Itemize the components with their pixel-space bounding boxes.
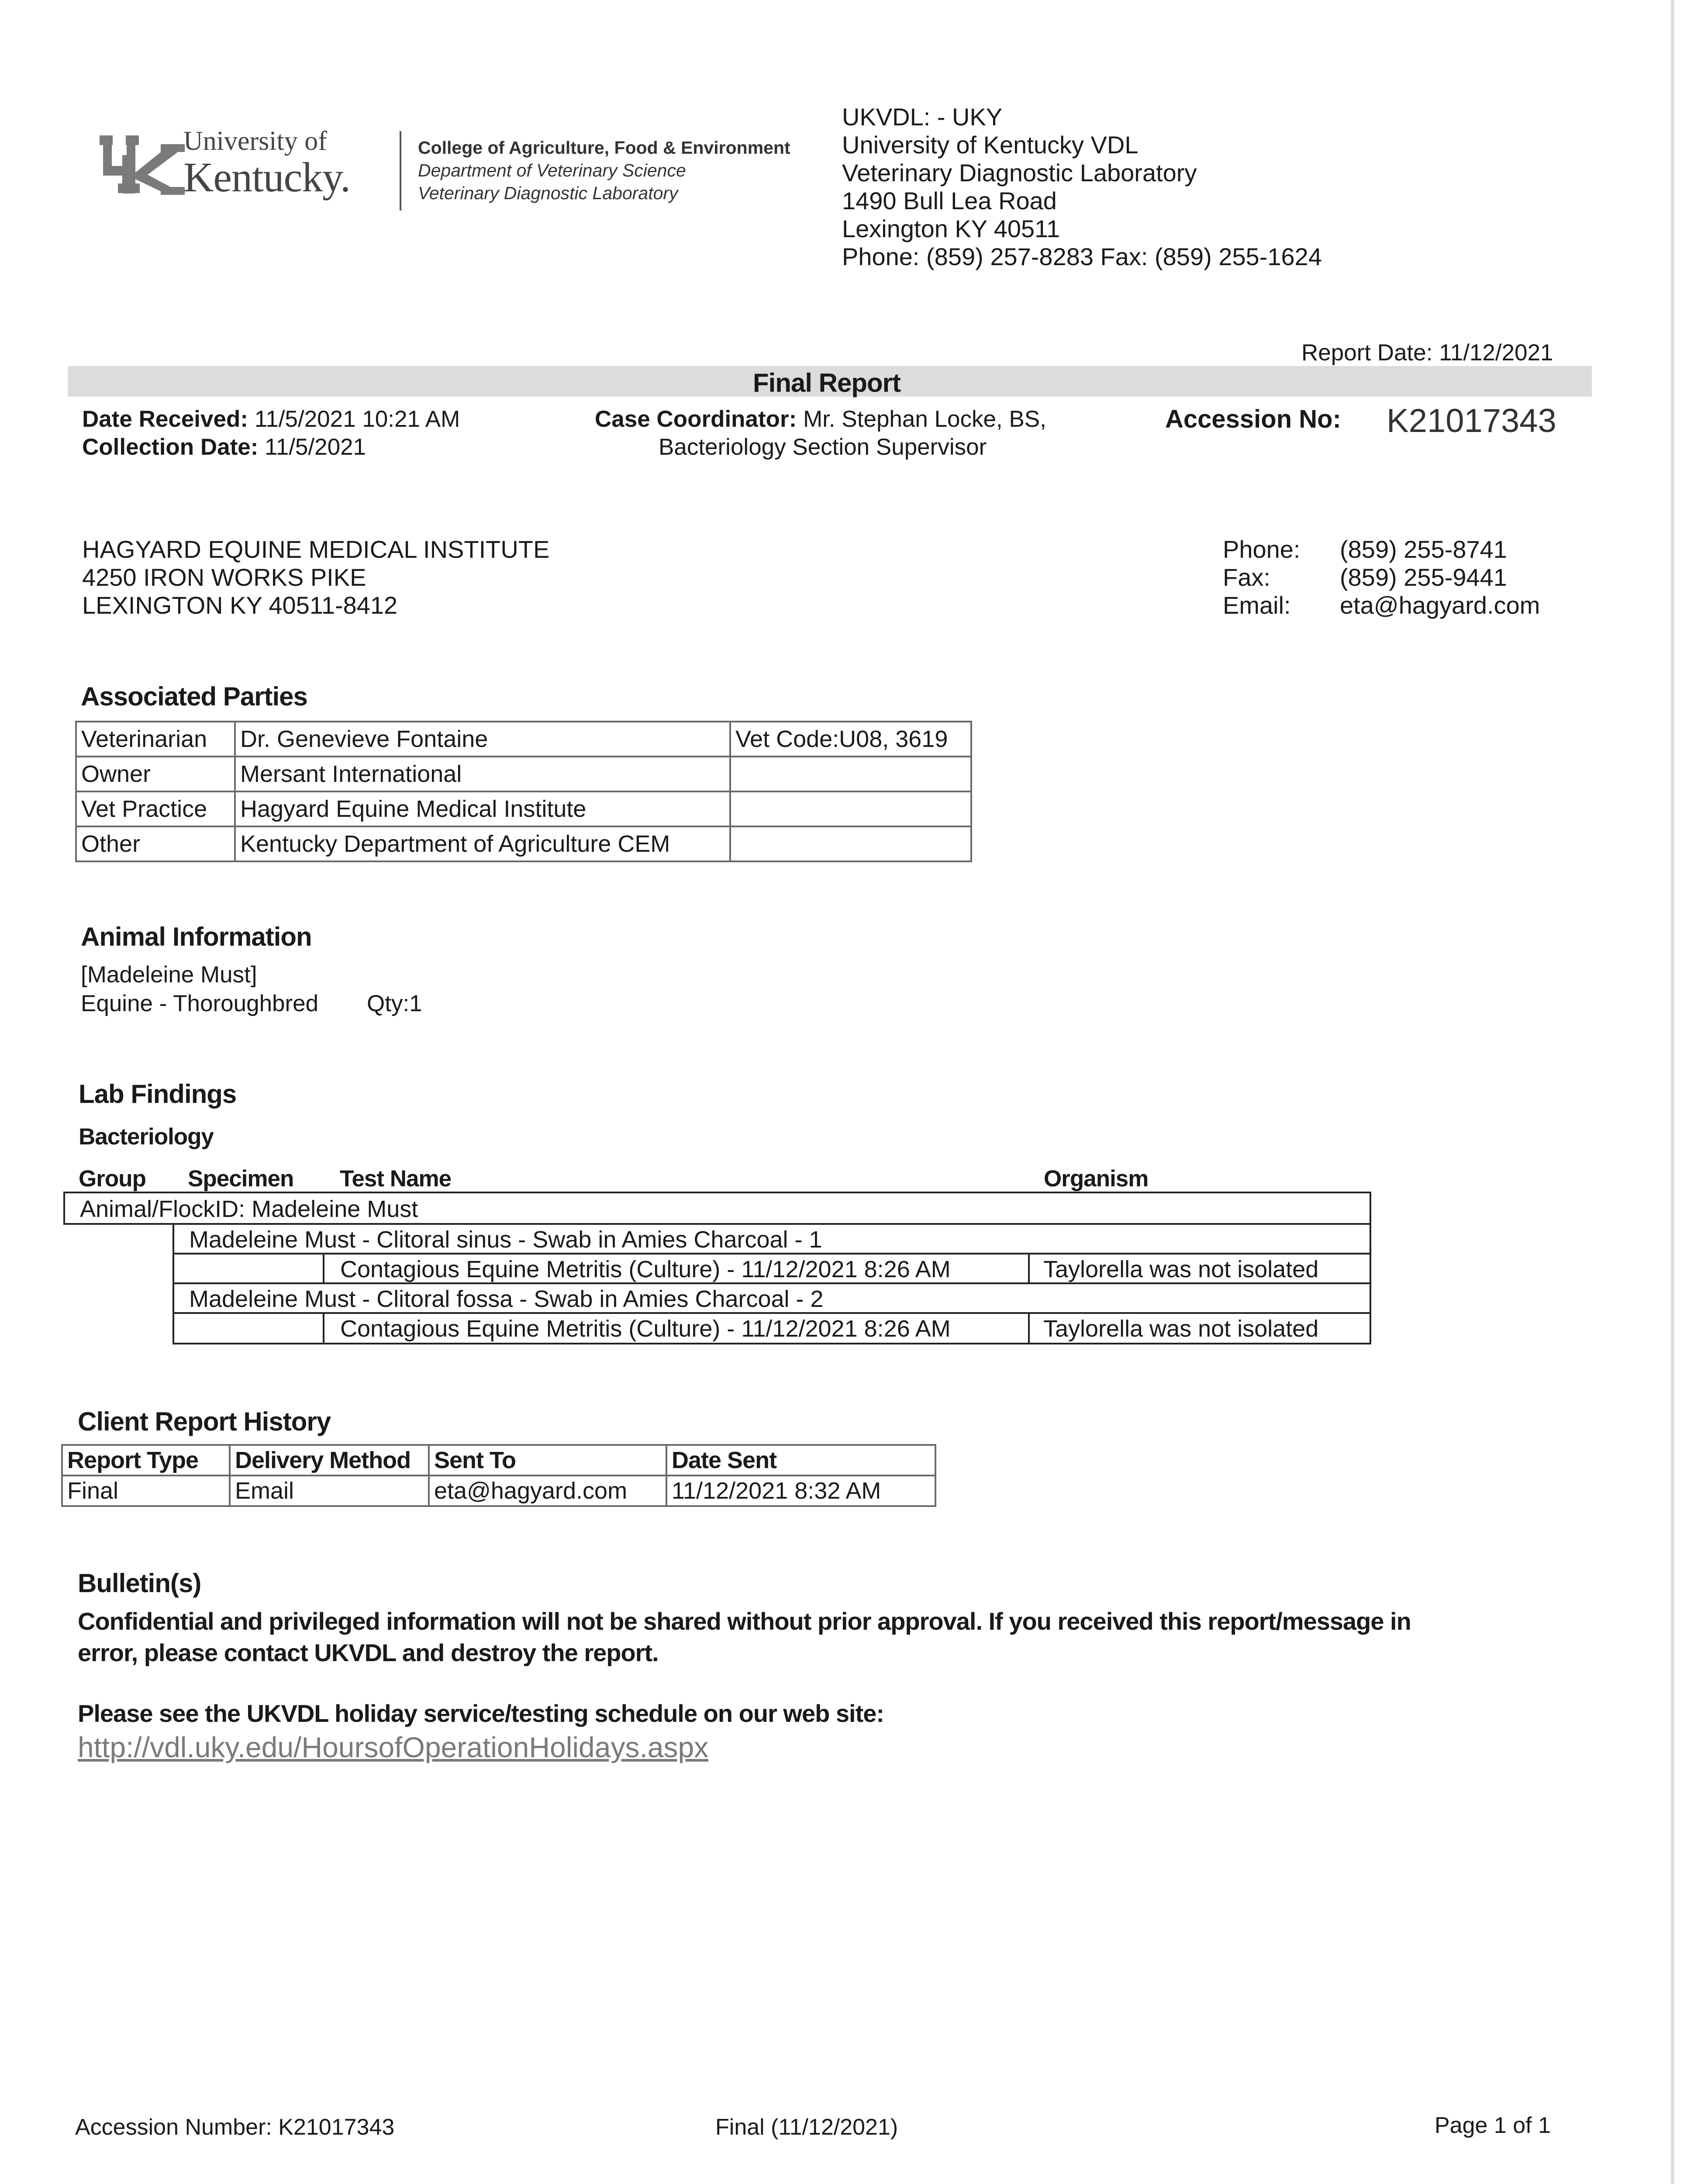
flock-row (63, 1192, 1371, 1225)
col-organism: Organism (1044, 1166, 1149, 1192)
party-role: Veterinarian (76, 722, 235, 757)
history-type: Final (62, 1476, 230, 1506)
col-group: Group (79, 1166, 146, 1192)
party-role: Owner (76, 757, 235, 791)
client-phone: (859) 255-8741 (1340, 536, 1507, 563)
client-contact-labels (1223, 536, 1301, 619)
test-result: Taylorella was not isolated (1043, 1256, 1319, 1282)
party-name: Hagyard Equine Medical Institute (235, 791, 730, 826)
animal-info-heading: Animal Information (81, 922, 312, 951)
test-divider (323, 1254, 324, 1283)
lab-university: University of Kentucky VDL (842, 131, 1138, 159)
history-header-row (62, 1445, 935, 1476)
associated-parties-table (75, 721, 972, 862)
bulletins-heading: Bulletin(s) (78, 1569, 201, 1598)
collection-date-label: Collection Date: (82, 434, 259, 460)
holiday-link[interactable]: http://vdl.uky.edu/HoursofOperationHolidays.aspx (78, 1731, 709, 1763)
lab-phone-fax: Phone: (859) 257-8283 Fax: (859) 255-1624 (842, 243, 1322, 270)
scan-edge (1671, 0, 1674, 2184)
specimen-label: Madeleine Must - Clitoral fossa - Swab in Amies Charcoal - 2 (189, 1286, 824, 1312)
party-code (730, 826, 971, 861)
party-code (730, 791, 971, 826)
specimen-row (172, 1223, 1371, 1254)
col-specimen: Specimen (188, 1166, 294, 1192)
party-code: Vet Code:U08, 3619 (730, 722, 971, 757)
test-row (172, 1253, 1371, 1284)
history-row (62, 1476, 935, 1506)
test-name: Contagious Equine Metritis (Culture) - 11/12/2021 8:26 AM (340, 1256, 951, 1282)
test-result: Taylorella was not isolated (1043, 1316, 1319, 1342)
lab-name: Veterinary Diagnostic Laboratory (418, 183, 678, 203)
party-name: Dr. Genevieve Fontaine (235, 722, 730, 757)
lab-findings-heading: Lab Findings (79, 1079, 237, 1109)
test-name: Contagious Equine Metritis (Culture) - 11/12/2021 8:26 AM (340, 1316, 951, 1342)
accession-number: K21017343 (1387, 402, 1556, 439)
animal-name: [Madeleine Must] (81, 962, 257, 988)
client-contact-values (1340, 536, 1540, 619)
case-coordinator-label: Case Coordinator: (595, 406, 797, 432)
test-divider (323, 1314, 324, 1344)
lab-city: Lexington KY 40511 (842, 215, 1060, 242)
case-coordinator-row (595, 405, 1046, 433)
history-date: 11/12/2021 8:32 AM (666, 1476, 935, 1506)
case-coordinator-title: Bacteriology Section Supervisor (659, 434, 987, 460)
result-divider (1028, 1254, 1030, 1283)
date-received-label: Date Received: (82, 406, 248, 432)
confidential-line: Confidential and privileged information will not be shared without prior approval. If you received this report/message in (78, 1607, 1411, 1635)
client-street: 4250 IRON WORKS PIKE (82, 563, 366, 591)
bacteriology-heading: Bacteriology (79, 1124, 214, 1150)
logo-divider (400, 131, 401, 211)
logo-line1: University of (183, 126, 327, 156)
specimen-label: Madeleine Must - Clitoral sinus - Swab in Amies Charcoal - 1 (189, 1227, 822, 1253)
associated-parties-heading: Associated Parties (81, 682, 307, 711)
case-coordinator-name: Mr. Stephan Locke, BS, (803, 406, 1046, 432)
history-col-sent-to: Sent To (429, 1445, 666, 1476)
party-role: Vet Practice (76, 791, 235, 826)
party-row (76, 757, 971, 791)
party-row (76, 826, 971, 861)
result-divider (1028, 1314, 1030, 1344)
client-fax: (859) 255-9441 (1340, 563, 1507, 591)
date-received-row (82, 405, 460, 433)
accession-label: Accession No: (1165, 405, 1341, 433)
client-city: LEXINGTON KY 40511-8412 (82, 591, 398, 619)
footer-page: Page 1 of 1 (1435, 2113, 1551, 2138)
footer-accession: Accession Number: K21017343 (75, 2115, 395, 2140)
party-row (76, 722, 971, 757)
holiday-notice: Please see the UKVDL holiday service/testing schedule on our web site: (78, 1700, 884, 1727)
report-date: Report Date: 11/12/2021 (1301, 340, 1553, 366)
client-address (82, 536, 549, 619)
history-method: Email (230, 1476, 429, 1506)
test-row (172, 1312, 1371, 1344)
confidential-notice (78, 1606, 1411, 1669)
email-label: Email: (1223, 591, 1291, 619)
party-name: Kentucky Department of Agriculture CEM (235, 826, 730, 861)
lab-address (842, 103, 1322, 271)
collection-date-value: 11/5/2021 (265, 434, 366, 460)
lab-full-name: Veterinary Diagnostic Laboratory (842, 159, 1197, 187)
lab-street: 1490 Bull Lea Road (842, 187, 1057, 214)
banner-title: Final Report (753, 368, 901, 397)
specimen-row (172, 1282, 1371, 1314)
col-test-name: Test Name (340, 1166, 452, 1192)
confidential-line: error, please contact UKVDL and destroy the report. (78, 1639, 659, 1666)
flock-id: Animal/FlockID: Madeleine Must (80, 1196, 418, 1222)
client-name: HAGYARD EQUINE MEDICAL INSTITUTE (82, 536, 550, 563)
collection-date-row (82, 433, 366, 461)
uk-logo-mark (100, 131, 187, 197)
phone-label: Phone: (1223, 536, 1301, 563)
history-col-type: Report Type (62, 1445, 230, 1476)
date-received-value: 11/5/2021 10:21 AM (254, 406, 460, 432)
history-sent-to: eta@hagyard.com (429, 1476, 666, 1506)
department-name: Department of Veterinary Science (418, 160, 686, 180)
client-email: eta@hagyard.com (1340, 591, 1540, 619)
party-name: Mersant International (235, 757, 730, 791)
party-role: Other (76, 826, 235, 861)
college-block (418, 136, 790, 204)
fax-label: Fax: (1223, 563, 1270, 591)
animal-species: Equine - Thoroughbred (81, 991, 319, 1016)
history-col-date: Date Sent (666, 1445, 935, 1476)
lab-code: UKVDL: - UKY (842, 103, 1003, 131)
report-history-heading: Client Report History (78, 1407, 331, 1436)
footer-status: Final (11/12/2021) (715, 2115, 898, 2140)
logo-line2: Kentucky. (183, 154, 350, 200)
party-code (730, 757, 971, 791)
party-row (76, 791, 971, 826)
history-col-method: Delivery Method (230, 1445, 429, 1476)
animal-qty: Qty:1 (367, 991, 422, 1016)
college-name: College of Agriculture, Food & Environment (418, 138, 790, 158)
report-history-table (61, 1444, 936, 1507)
